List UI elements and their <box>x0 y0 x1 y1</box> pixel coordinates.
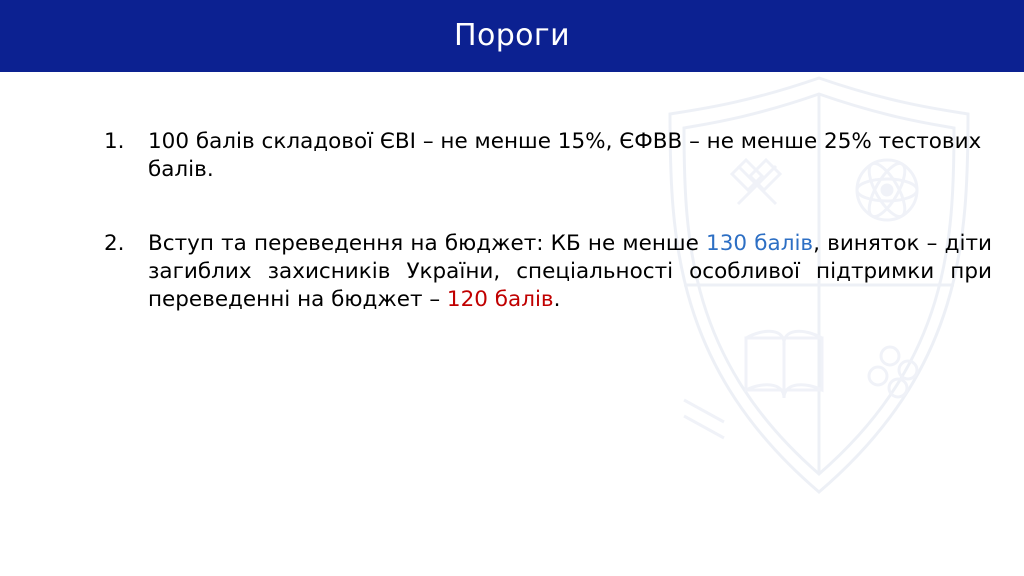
slide-content <box>104 128 992 314</box>
list-item-text <box>148 230 992 314</box>
score-value-blue: 130 балів <box>706 230 814 256</box>
list-item-marker: 1. <box>104 129 125 154</box>
list-item-text <box>148 128 992 184</box>
list-item <box>104 128 992 184</box>
list-item-marker: 2. <box>104 230 125 256</box>
page-title: Пороги <box>454 18 570 53</box>
slide-title-bar <box>0 0 1024 72</box>
list-item-text-segment: , виняток – діти загиблих захисників України, спеціальності особливої підтримки при переведенні на бюджет – <box>148 230 992 312</box>
list-item <box>104 230 992 314</box>
score-value-red: 120 балів <box>446 286 554 312</box>
list-item-text-segment: 100 балів складової ЄВІ – не менше 15%, ЄФВВ – не менше 25% тестових балів. <box>148 129 982 182</box>
list-item-text-segment: Вступ та переведення на бюджет: КБ не менше <box>148 230 707 256</box>
list-item-text-segment: . <box>553 286 561 312</box>
